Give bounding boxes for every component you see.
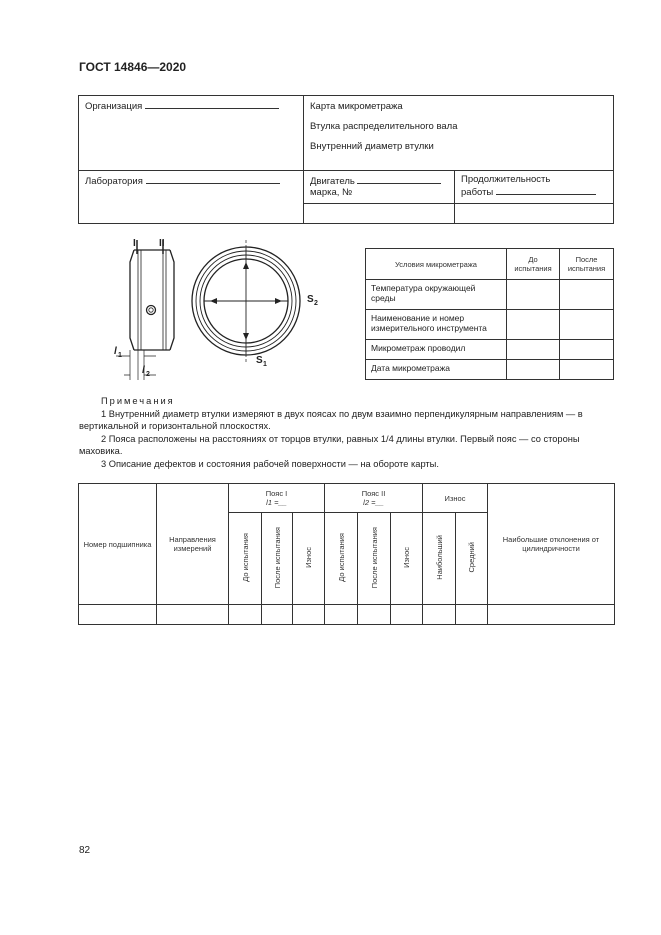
duration-value-cell[interactable] bbox=[455, 203, 614, 223]
table-cell[interactable] bbox=[325, 605, 358, 625]
label-s1-sub: 1 bbox=[263, 361, 267, 368]
card-header-table bbox=[78, 95, 614, 224]
max-deviation-header: Наибольшие отклонения от цилиндричности bbox=[488, 484, 615, 605]
note-item: 2 Пояса расположены на расстояниях от торцов втулки, равных 1/4 длины втулки. Первый пояс — со стороны маховика. bbox=[79, 433, 580, 456]
label-belt-II: II bbox=[159, 238, 165, 249]
part-name: Втулка распределительного вала bbox=[310, 121, 458, 132]
condition-cell[interactable] bbox=[507, 340, 560, 360]
label-s1: S bbox=[256, 355, 263, 366]
belt-1-after-header: После испытания bbox=[272, 526, 282, 589]
condition-row-label: Микрометраж проводил bbox=[366, 340, 507, 360]
label-l2: l bbox=[142, 365, 145, 376]
belt-2-before-header: До испытания bbox=[336, 533, 346, 582]
directions-header: Направления измерений bbox=[157, 484, 229, 605]
label-l1: l bbox=[114, 346, 117, 357]
note-item: 3 Описание дефектов и состояния рабочей поверхности — на обороте карты. bbox=[101, 458, 439, 469]
condition-cell[interactable] bbox=[560, 280, 614, 310]
duration-field[interactable] bbox=[496, 185, 596, 195]
table-row bbox=[79, 605, 615, 625]
laboratory-field[interactable] bbox=[146, 174, 280, 184]
belt-2-header: Пояс II bbox=[361, 489, 386, 498]
belt-1-distance: l1 =__ bbox=[266, 498, 287, 507]
organization-field[interactable] bbox=[145, 99, 279, 109]
table-cell[interactable] bbox=[293, 605, 325, 625]
condition-row-label: Дата микрометража bbox=[366, 360, 507, 380]
after-test-header: После испытания bbox=[560, 249, 614, 280]
engine-model-label: марка, № bbox=[310, 186, 353, 198]
table-cell[interactable] bbox=[391, 605, 423, 625]
condition-cell[interactable] bbox=[507, 280, 560, 310]
page-number: 82 bbox=[79, 845, 91, 856]
notes-title: Примечания bbox=[101, 396, 175, 406]
condition-row-label: Температура окружающей среды bbox=[366, 280, 507, 310]
wear-average-header: Средний bbox=[467, 542, 476, 573]
engine-value-cell[interactable] bbox=[304, 203, 455, 223]
measured-parameter: Внутренний диаметр втулки bbox=[310, 141, 434, 152]
table-cell[interactable] bbox=[456, 605, 488, 625]
page-header: ГОСТ 14846—2020 bbox=[79, 60, 187, 74]
conditions-header: Условия микрометража bbox=[366, 249, 507, 280]
notes-section bbox=[79, 395, 615, 470]
condition-cell[interactable] bbox=[507, 310, 560, 340]
condition-cell[interactable] bbox=[560, 310, 614, 340]
label-belt-I: I bbox=[133, 238, 136, 249]
duration-label-2: работы bbox=[461, 186, 494, 198]
table-cell[interactable] bbox=[229, 605, 262, 625]
belt-1-before-header: До испытания bbox=[240, 533, 250, 582]
wear-largest-header: Наибольший bbox=[434, 535, 444, 580]
table-cell[interactable] bbox=[157, 605, 229, 625]
belt-2-distance: l2 =__ bbox=[363, 498, 384, 507]
before-test-header: До испытания bbox=[507, 249, 560, 280]
belt-1-header: Пояс I bbox=[265, 489, 288, 498]
label-l2-sub: 2 bbox=[146, 371, 150, 378]
bushing-drawing bbox=[90, 232, 340, 384]
wear-header: Износ bbox=[423, 484, 488, 513]
engine-label: Двигатель bbox=[310, 175, 355, 187]
laboratory-label: Лаборатория bbox=[85, 175, 143, 187]
condition-cell[interactable] bbox=[560, 340, 614, 360]
engine-field[interactable] bbox=[357, 174, 441, 184]
duration-label: Продолжительность bbox=[461, 173, 551, 185]
label-s2-sub: 2 bbox=[314, 300, 318, 307]
table-cell[interactable] bbox=[79, 605, 157, 625]
condition-cell[interactable] bbox=[507, 360, 560, 380]
card-title: Карта микрометража bbox=[310, 101, 403, 112]
conditions-table bbox=[365, 248, 614, 380]
belt-2-wear-header: Износ bbox=[402, 547, 411, 568]
bearing-number-header: Номер подшипника bbox=[79, 484, 157, 605]
label-s2: S bbox=[307, 294, 314, 305]
organization-label: Организация bbox=[85, 101, 143, 112]
label-l1-sub: 1 bbox=[118, 352, 122, 359]
table-cell[interactable] bbox=[423, 605, 456, 625]
belt-1-wear-header: Износ bbox=[304, 547, 313, 568]
table-cell[interactable] bbox=[488, 605, 615, 625]
measurement-table bbox=[78, 483, 615, 625]
table-cell[interactable] bbox=[262, 605, 293, 625]
belt-2-after-header: После испытания bbox=[369, 526, 379, 589]
table-cell[interactable] bbox=[358, 605, 391, 625]
note-item: 1 Внутренний диаметр втулки измеряют в двух поясах по двум взаимно перпендикулярным направлениям — в вертикальной и горизонтальной плоскостях. bbox=[79, 408, 583, 431]
condition-row-label: Наименование и номер измерительного инструмента bbox=[366, 310, 507, 340]
condition-cell[interactable] bbox=[560, 360, 614, 380]
